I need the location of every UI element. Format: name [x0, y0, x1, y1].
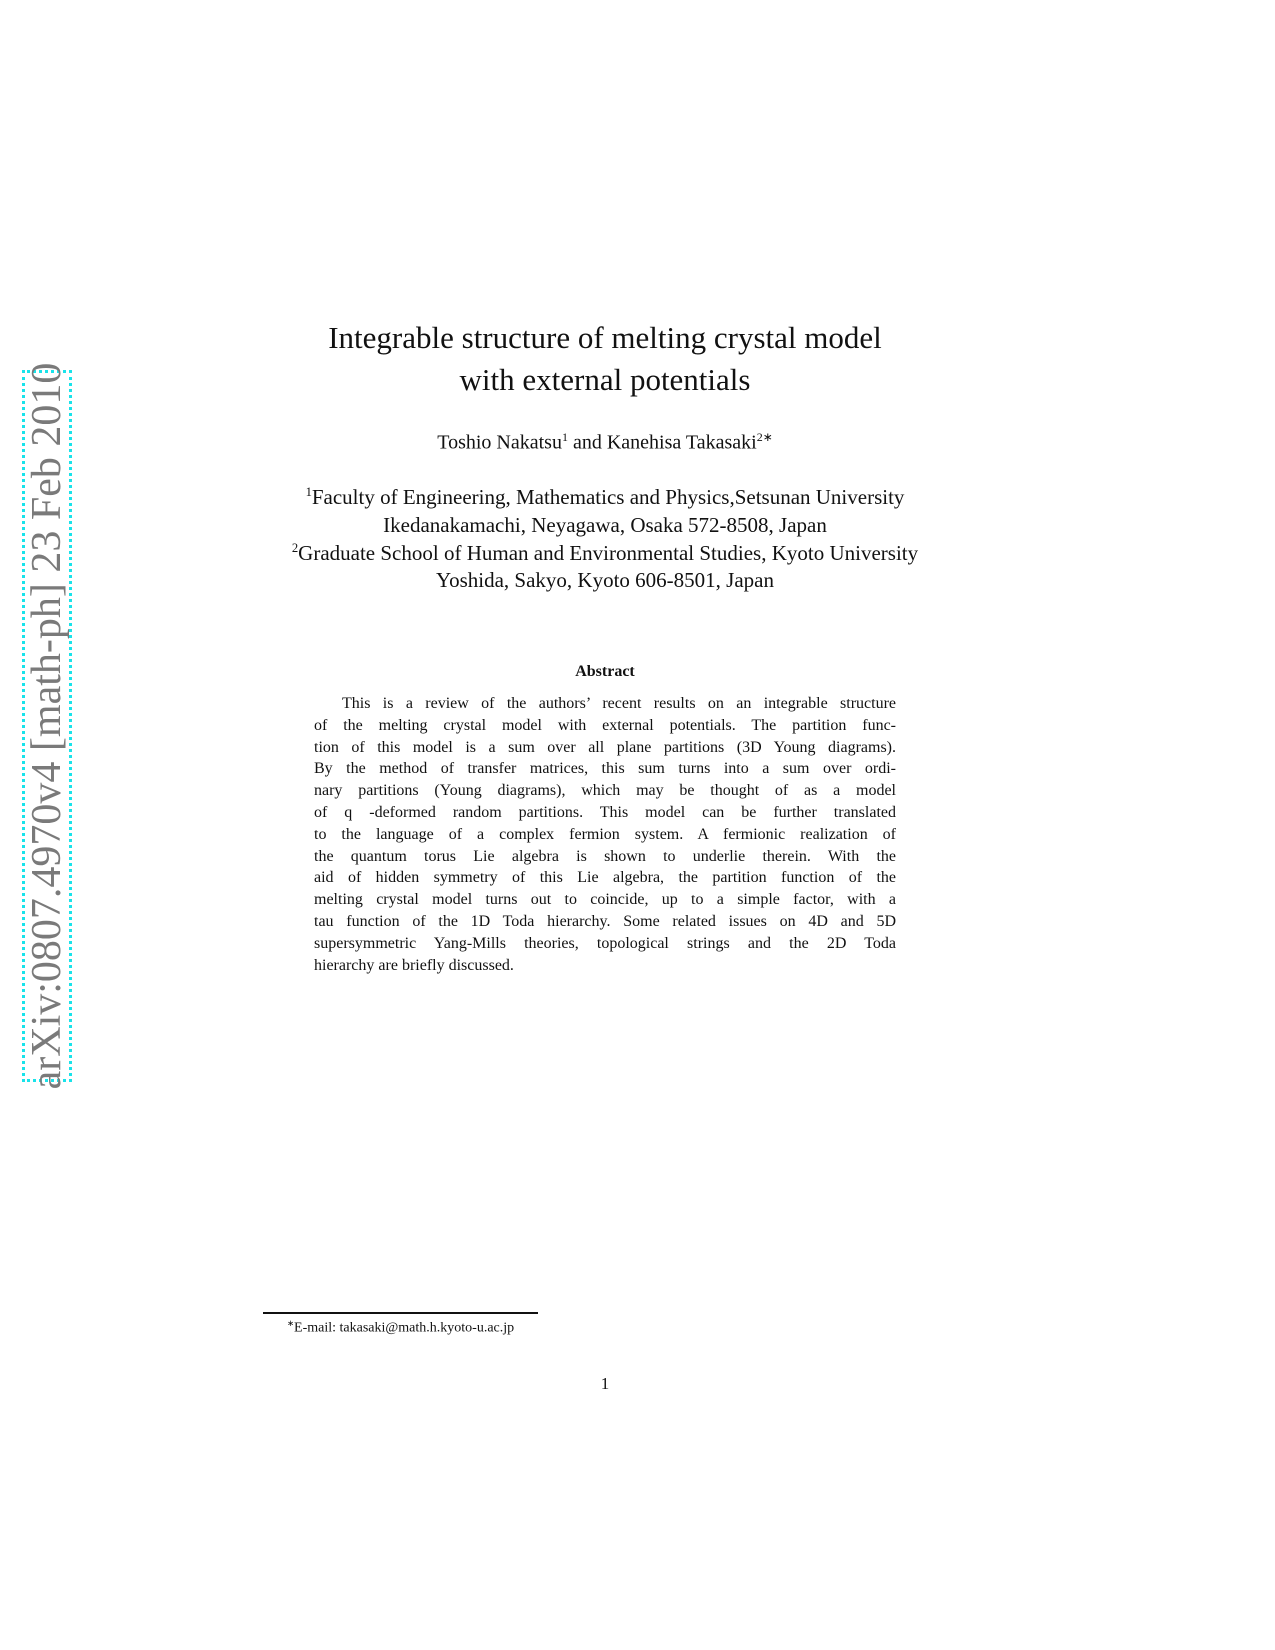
arxiv-stamp: [22, 362, 72, 1090]
abstract-line: tau function of the 1D Toda hierarchy. Some related issues on 4D and 5D: [314, 913, 896, 930]
abstract-line: By the method of transfer matrices, this sum turns into a sum over ordi-: [314, 760, 896, 778]
author-1-mark: 1: [561, 430, 568, 444]
author-2-mark: 2∗: [756, 430, 773, 444]
abstract-line: nary partitions (Young diagrams), which may be thought of as a model: [314, 782, 896, 800]
abstract-line: melting crystal model turns out to coincide, up to a simple factor, with a: [314, 891, 896, 909]
affiliation-mark: 1: [305, 485, 312, 499]
abstract-line: of the melting crystal model with external potentials. The partition func-: [314, 716, 896, 734]
abstract-line: This is a review of the authors’ recent results on an integrable structure: [342, 695, 896, 712]
affiliation-mark: 2: [291, 541, 299, 555]
page-number: 1: [600, 1374, 610, 1393]
footnote: [287, 1318, 514, 1337]
affiliation-1: [0, 485, 1210, 510]
abstract-line: of q -deformed random partitions. This model can be further translated: [314, 804, 896, 821]
arxiv-id: arXiv:0807.4970v4 [math-ph] 23 Feb 2010: [24, 362, 70, 1090]
abstract-line: to the language of a complex fermion system. A fermionic realization of: [314, 825, 896, 843]
affiliation-1-address: Ikedanakamachi, Neyagawa, Osaka 572-8508, Japan: [383, 513, 827, 537]
abstract-line: supersymmetric Yang-Mills theories, topological strings and the 2D Toda: [314, 934, 896, 952]
abstract-heading: Abstract: [575, 663, 635, 680]
authors-and: and: [567, 431, 607, 454]
title-line-2: with external potentials: [459, 362, 751, 397]
affiliation-text: Graduate School of Human and Environmental Studies, Kyoto University: [298, 541, 919, 565]
author-2: Kanehisa Takasaki: [606, 431, 757, 454]
abstract-line: hierarchy are briefly discussed.: [314, 956, 514, 974]
footnote-rule: [263, 1312, 538, 1314]
abstract-line: the quantum torus Lie algebra is shown to underlie therein. With the: [314, 847, 896, 865]
author-1: Toshio Nakatsu: [437, 431, 562, 454]
footnote-email: E-mail: takasaki@math.h.kyoto-u.ac.jp: [294, 1320, 515, 1336]
authors: [0, 430, 1210, 455]
affiliation-2: [0, 541, 1210, 566]
affiliation-2-address: Yoshida, Sakyo, Kyoto 606-8501, Japan: [436, 568, 774, 592]
footnote-mark: ∗: [287, 1319, 295, 1328]
affiliation-text: Faculty of Engineering, Mathematics and Physics,Setsunan University: [311, 485, 905, 509]
abstract-line: tion of this model is a sum over all plane partitions (3D Young diagrams).: [314, 738, 896, 756]
abstract-line: aid of hidden symmetry of this Lie algebra, the partition function of the: [314, 869, 896, 887]
title-line-1: Integrable structure of melting crystal model: [328, 320, 882, 355]
